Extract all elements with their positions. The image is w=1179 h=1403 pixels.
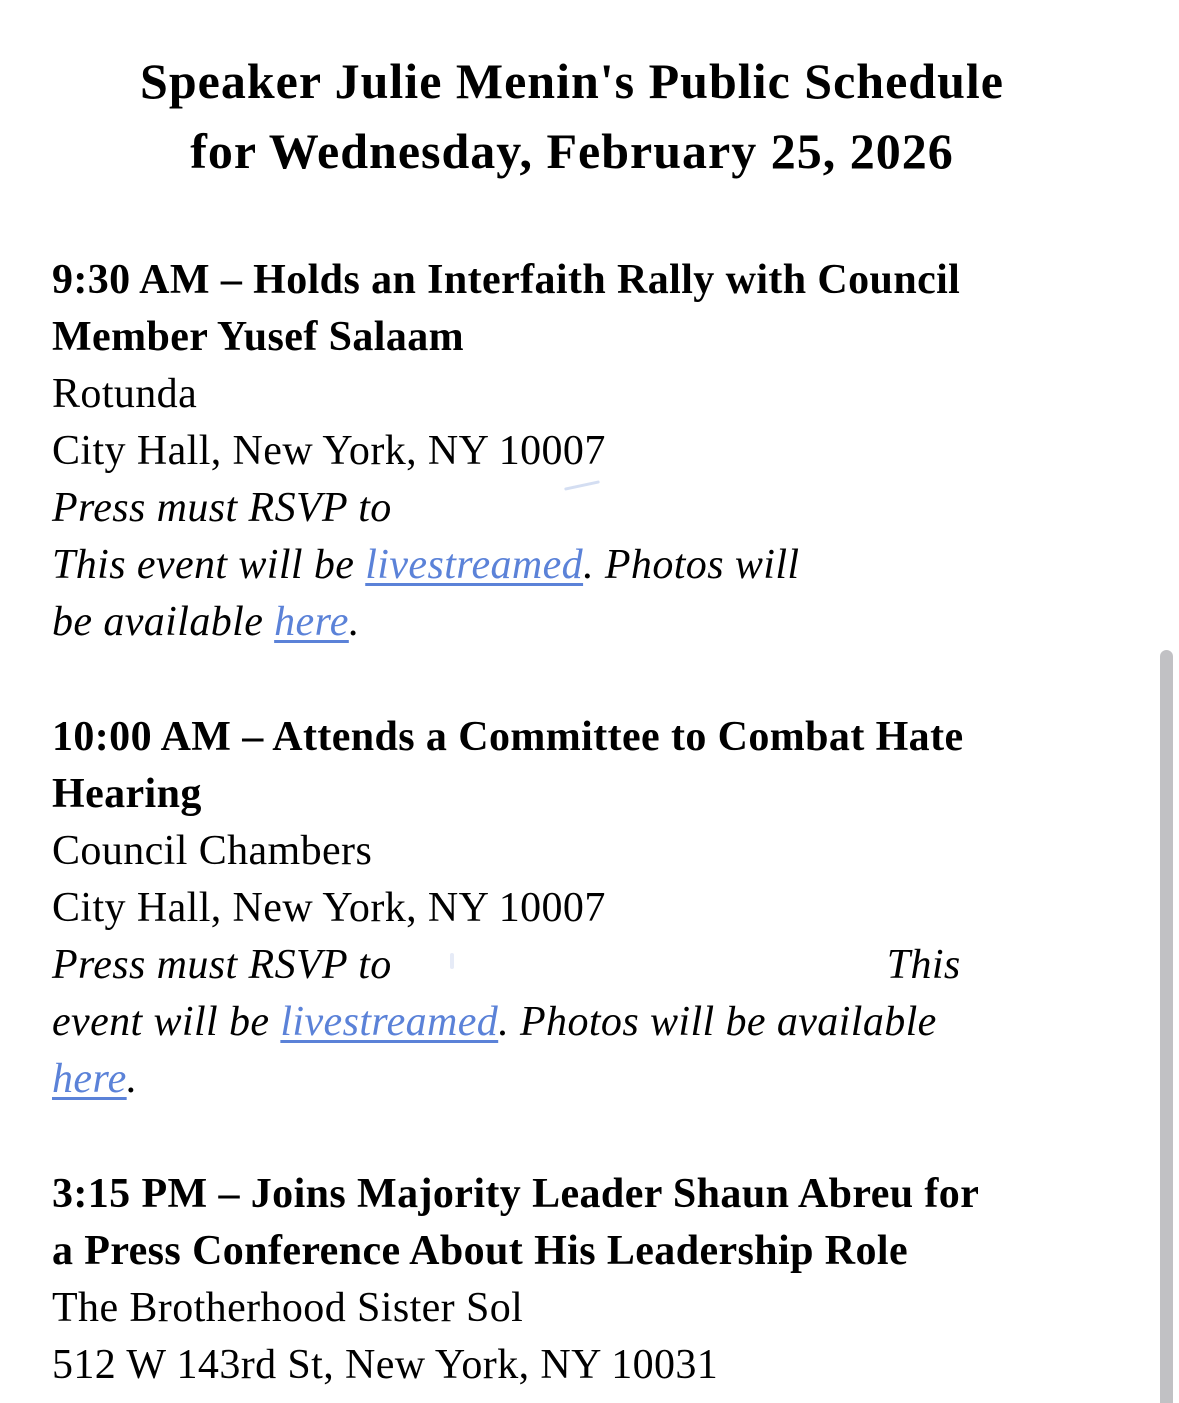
redaction-artifact (450, 953, 454, 969)
livestream-note-pre: This event will be (52, 542, 366, 588)
event-venue: Rotunda (52, 371, 198, 417)
page-title (52, 46, 1092, 186)
scrollbar-thumb[interactable] (1160, 650, 1173, 1403)
livestream-note-pre: event will be (52, 999, 281, 1045)
redaction-artifact (564, 480, 600, 490)
event-heading-line: 10:00 AM – Attends a Committee to Combat Hate (52, 714, 964, 760)
rsvp-text: Press must RSVP to (52, 485, 392, 531)
event-venue: Council Chambers (52, 828, 373, 874)
livestream-link[interactable]: livestreamed (365, 542, 584, 588)
page-title-line1: Speaker Julie Menin's Public Schedule (140, 53, 1004, 109)
event-315pm-press-conference (52, 1166, 1092, 1394)
event-livestream-note (52, 994, 1092, 1051)
page-title-line2: for Wednesday, February 25, 2026 (190, 123, 954, 179)
event-address: 512 W 143rd St, New York, NY 10031 (52, 1342, 719, 1388)
livestream-note-post: . Photos will (583, 542, 800, 588)
event-930am-interfaith-rally (52, 252, 1092, 651)
redacted-email-gap (392, 977, 887, 978)
livestream-link[interactable]: livestreamed (280, 999, 499, 1045)
rsvp-text-tail: This (886, 942, 961, 988)
event-rsvp-note (52, 480, 1092, 537)
rsvp-text: Press must RSVP to (52, 942, 392, 988)
event-photos-note (52, 594, 1092, 651)
photos-link[interactable]: here (52, 1056, 127, 1102)
photos-note-pre: be available (52, 599, 275, 645)
event-address: City Hall, New York, NY 10007 (52, 428, 606, 474)
event-venue: The Brotherhood Sister Sol (52, 1285, 524, 1331)
event-address: City Hall, New York, NY 10007 (52, 885, 606, 931)
event-heading-line: Member Yusef Salaam (52, 314, 465, 360)
event-1000am-combat-hate-hearing (52, 709, 1092, 1108)
photos-note-post: . (348, 599, 360, 645)
event-heading-line: 3:15 PM – Joins Majority Leader Shaun Abreu for (52, 1171, 980, 1217)
event-heading-line: Hearing (52, 771, 202, 817)
event-photos-note (52, 1051, 1092, 1108)
event-heading-line: 9:30 AM – Holds an Interfaith Rally with Council (52, 257, 961, 303)
event-livestream-note (52, 537, 1092, 594)
event-heading-line: a Press Conference About His Leadership Role (52, 1228, 909, 1274)
photos-note-post: . (126, 1056, 138, 1102)
livestream-note-post: . Photos will be available (498, 999, 937, 1045)
event-rsvp-note (52, 937, 1092, 994)
photos-link[interactable]: here (274, 599, 349, 645)
